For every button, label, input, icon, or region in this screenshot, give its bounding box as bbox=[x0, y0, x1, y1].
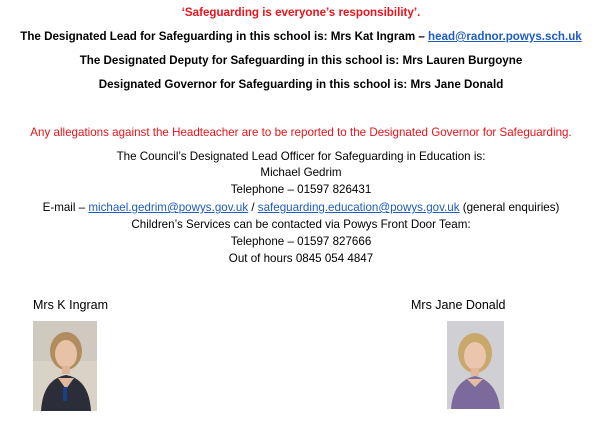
portrait-photo-icon bbox=[33, 321, 97, 411]
designated-lead-email-link[interactable]: head@radnor.powys.sch.uk bbox=[428, 30, 582, 43]
childrens-services-telephone: Telephone – 01597 827666 bbox=[230, 235, 372, 248]
out-of-hours-line: Out of hours 0845 054 4847 bbox=[228, 252, 374, 265]
safeguarding-motto: ‘Safeguarding is everyone’s responsibility’. bbox=[181, 6, 421, 19]
council-officer-name: Michael Gedrim bbox=[260, 166, 342, 179]
portrait-photo-icon bbox=[447, 321, 504, 409]
caption-donald: Mrs Jane Donald bbox=[411, 298, 506, 312]
council-email-separator: / bbox=[248, 201, 258, 214]
designated-deputy-line: The Designated Deputy for Safeguarding in this school is: Mrs Lauren Burgoyne bbox=[79, 54, 523, 67]
council-email-primary-link[interactable]: michael.gedrim@powys.gov.uk bbox=[88, 201, 249, 214]
allegations-notice: Any allegations against the Headteacher are to be reported to the Designated Governor for Safeguarding. bbox=[30, 126, 572, 139]
portrait-photo-ingram bbox=[33, 321, 97, 411]
council-email-line bbox=[0, 200, 602, 216]
childrens-services-line: Children’s Services can be contacted via Powys Front Door Team: bbox=[131, 218, 471, 231]
council-intro: The Council’s Designated Lead Officer for Safeguarding in Education is: bbox=[116, 150, 486, 163]
designated-governor-line: Designated Governor for Safeguarding in this school is: Mrs Jane Donald bbox=[98, 78, 504, 91]
council-telephone: Telephone – 01597 826431 bbox=[230, 183, 372, 196]
council-email-prefix: E-mail – bbox=[42, 201, 89, 214]
council-email-suffix: (general enquiries) bbox=[459, 201, 560, 214]
designated-lead-line bbox=[0, 29, 602, 45]
designated-lead-label: The Designated Lead for Safeguarding in this school is: Mrs Kat Ingram – bbox=[20, 30, 429, 43]
council-email-secondary-link[interactable]: safeguarding.education@powys.gov.uk bbox=[257, 201, 460, 214]
caption-ingram: Mrs K Ingram bbox=[33, 298, 109, 312]
portrait-photo-donald bbox=[447, 321, 504, 409]
